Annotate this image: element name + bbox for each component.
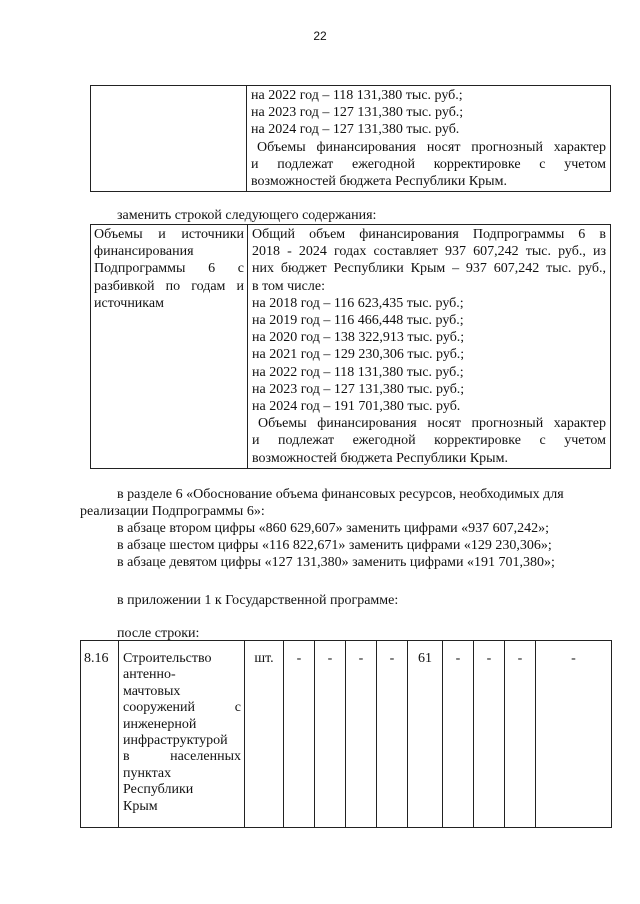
page-number: 22 xyxy=(313,29,327,43)
name-line: антенно- xyxy=(123,667,176,683)
funding-year-line: на 2021 год – 129 230,306 тыс. руб.; xyxy=(252,347,465,363)
intro-line: в том числе: xyxy=(252,278,325,294)
row-number: 8.16 xyxy=(81,641,119,828)
value-cell: - xyxy=(536,641,612,828)
funding-year-line: на 2024 год – 127 131,380 тыс. руб. xyxy=(251,122,460,138)
old-content-label-cell xyxy=(91,86,247,192)
funding-year-line: на 2022 год – 118 131,380 тыс. руб.; xyxy=(251,88,463,103)
funding-year-line: на 2024 год – 191 701,380 тыс. руб. xyxy=(252,399,461,415)
new-content-value-cell xyxy=(248,225,611,469)
funding-year-line: на 2022 год – 118 131,380 тыс. руб.; xyxy=(252,364,464,380)
name-line: Республики xyxy=(123,782,194,798)
intro-line: них бюджет Республики Крым – 937 607,242 тыс. руб., xyxy=(252,261,606,277)
value-cell: - xyxy=(284,641,315,828)
value-cell: - xyxy=(346,641,377,828)
value-cell: - xyxy=(443,641,474,828)
name-line: Крым xyxy=(123,798,158,814)
note-line: Объемы финансирования носят прогнозный характер xyxy=(258,416,606,432)
section6-item: в абзаце втором цифры «860 629,607» заменить цифрами «937 607,242»; xyxy=(117,521,549,536)
value-cell: - xyxy=(474,641,505,828)
replace-instruction: заменить строкой следующего содержания: xyxy=(117,208,377,223)
label-line: источникам xyxy=(94,295,164,311)
name-line: инфраструктурой xyxy=(123,733,228,749)
note-line: и подлежат ежегодной корректировке с учетом xyxy=(252,433,606,449)
appendix-instruction: в приложении 1 к Государственной программе: xyxy=(117,593,399,608)
name-line: пунктах xyxy=(123,765,172,781)
section6-item: в абзаце девятом цифры «127 131,380» заменить цифрами «191 701,380»; xyxy=(117,555,555,570)
unit-cell: шт. xyxy=(245,641,284,828)
name-line: сооружений с xyxy=(123,700,241,716)
name-line: инженерной xyxy=(123,716,197,732)
name-line: в населенных xyxy=(123,749,241,765)
name-line: Строительство xyxy=(123,651,212,666)
old-content-table xyxy=(90,85,611,192)
old-content-value-cell xyxy=(247,86,611,192)
value-cell: - xyxy=(377,641,408,828)
label-line: финансирования xyxy=(94,244,194,260)
funding-year-line: на 2020 год – 138 322,913 тыс. руб.; xyxy=(252,330,465,346)
value-cell: - xyxy=(315,641,346,828)
funding-year-line: на 2018 год – 116 623,435 тыс. руб.; xyxy=(252,295,464,311)
note-line: возможностей бюджета Республики Крым. xyxy=(251,174,507,190)
note-line: возможностей бюджета Республики Крым. xyxy=(252,450,508,466)
value-cell: 61 xyxy=(408,641,443,828)
section6-paragraph-line2: реализации Подпрограммы 6»: xyxy=(80,504,265,519)
new-content-table xyxy=(90,224,611,469)
note-line: и подлежат ежегодной корректировке с учетом xyxy=(251,156,606,172)
row-name-cell xyxy=(119,641,245,828)
label-line: Объемы и источники xyxy=(94,227,244,242)
new-content-label-cell xyxy=(91,225,248,469)
after-row-instruction: после строки: xyxy=(117,626,200,641)
label-line: Подпрограммы 6 с xyxy=(94,261,244,277)
intro-line: Общий объем финансирования Подпрограммы 6 в xyxy=(252,227,606,242)
funding-year-line: на 2019 год – 116 466,448 тыс. руб.; xyxy=(252,313,464,329)
value-cell: - xyxy=(505,641,536,828)
section6-item: в абзаце шестом цифры «116 822,671» заменить цифрами «129 230,306»; xyxy=(117,538,552,553)
funding-year-line: на 2023 год – 127 131,380 тыс. руб.; xyxy=(251,105,464,121)
name-line: мачтовых xyxy=(123,683,181,699)
intro-line: 2018 - 2024 годах составляет 937 607,242 тыс. руб., из xyxy=(252,244,606,260)
note-line: Объемы финансирования носят прогнозный характер xyxy=(257,139,606,155)
section6-paragraph-line1: в разделе 6 «Обоснование объема финансовых ресурсов, необходимых для xyxy=(117,487,564,502)
label-line: разбивкой по годам и xyxy=(94,278,244,294)
appendix-row-table xyxy=(80,640,612,828)
funding-year-line: на 2023 год – 127 131,380 тыс. руб.; xyxy=(252,381,465,397)
